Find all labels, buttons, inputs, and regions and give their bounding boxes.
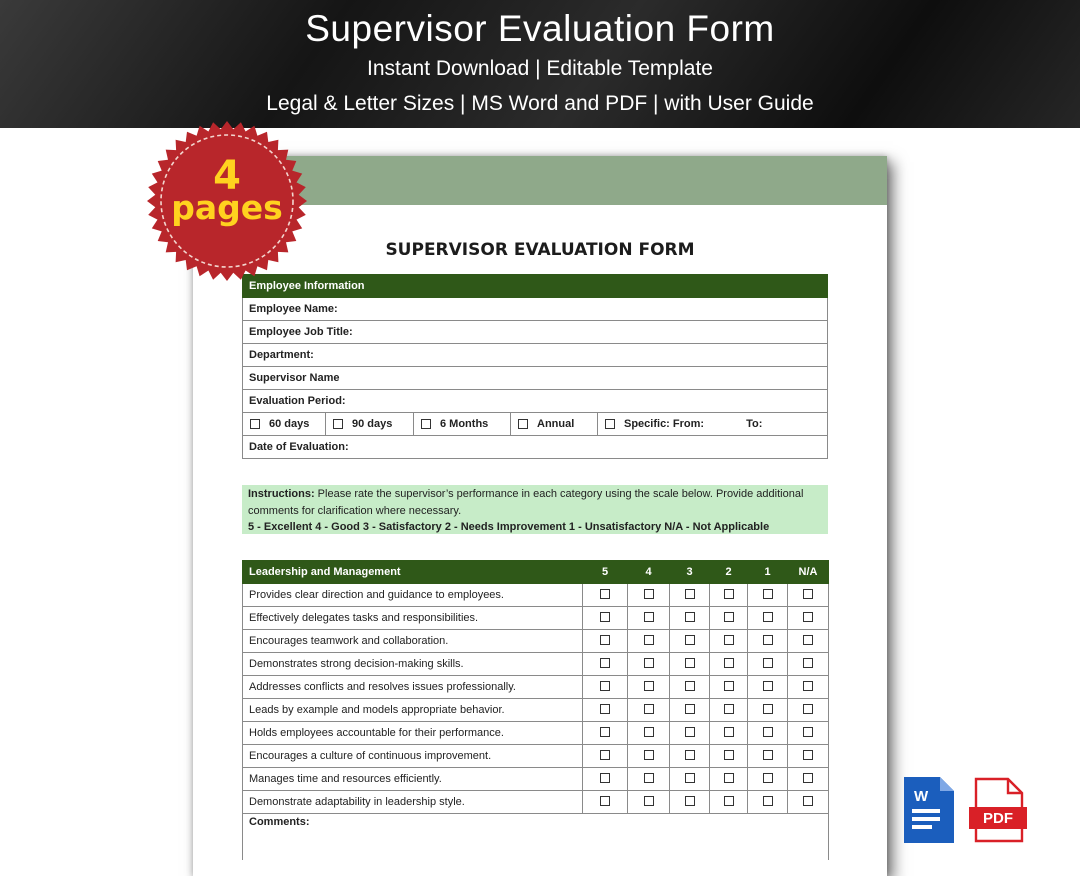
banner-title: Supervisor Evaluation Form — [305, 8, 775, 49]
rating-cell — [710, 676, 748, 699]
table-row — [243, 630, 829, 653]
rating-cell — [583, 584, 628, 607]
instructions-text: Please rate the supervisor’s performance in each category using the scale below. Provide additional comments for clarification where necessary. — [248, 488, 804, 517]
employee-name-field[interactable]: Employee Name: — [243, 298, 828, 321]
pdf-icon — [968, 777, 1030, 843]
rating-cell — [583, 699, 628, 722]
rating-col-2: 2 — [710, 561, 748, 584]
rating-checkbox[interactable] — [724, 681, 734, 691]
leadership-rating-table — [242, 560, 829, 860]
rating-checkbox[interactable] — [685, 681, 695, 691]
rating-checkbox[interactable] — [763, 796, 773, 806]
form-title: SUPERVISOR EVALUATION FORM — [385, 240, 695, 260]
rating-cell — [628, 699, 670, 722]
criterion-label: Demonstrate adaptability in leadership style. — [243, 791, 583, 814]
badge-word: pages — [171, 188, 283, 227]
criterion-label: Demonstrates strong decision-making skills. — [243, 653, 583, 676]
rating-cell — [583, 630, 628, 653]
rating-checkbox[interactable] — [803, 681, 813, 691]
rating-cell — [788, 768, 829, 791]
table-row — [243, 768, 829, 791]
rating-checkbox[interactable] — [724, 773, 734, 783]
ms-word-icon — [904, 777, 954, 843]
period-options-row — [243, 413, 828, 436]
comments-field[interactable]: Comments: — [243, 814, 829, 861]
period-option-60-days[interactable]: 60 days — [243, 413, 326, 435]
date-of-evaluation-field[interactable]: Date of Evaluation: — [243, 436, 828, 459]
rating-cell — [628, 607, 670, 630]
rating-cell — [748, 607, 788, 630]
rating-cell — [583, 768, 628, 791]
checkbox-icon[interactable] — [421, 419, 431, 429]
evaluation-period-label: Evaluation Period: — [243, 390, 828, 413]
rating-checkbox[interactable] — [763, 704, 773, 714]
rating-checkbox[interactable] — [644, 681, 654, 691]
rating-checkbox[interactable] — [685, 750, 695, 760]
rating-cell — [788, 630, 829, 653]
table-row — [243, 722, 829, 745]
word-letter: W — [914, 788, 929, 805]
department-field[interactable]: Department: — [243, 344, 828, 367]
period-option-specific[interactable]: Specific: From: To: — [598, 413, 827, 435]
rating-checkbox[interactable] — [644, 635, 654, 645]
rating-cell — [628, 584, 670, 607]
criterion-label: Addresses conflicts and resolves issues professionally. — [243, 676, 583, 699]
rating-checkbox[interactable] — [763, 658, 773, 668]
rating-col-3: 3 — [670, 561, 710, 584]
rating-checkbox[interactable] — [803, 658, 813, 668]
rating-cell — [788, 653, 829, 676]
table-row — [243, 653, 829, 676]
checkbox-icon[interactable] — [333, 419, 343, 429]
rating-cell — [788, 722, 829, 745]
employee-info-header: Employee Information — [243, 275, 828, 298]
criterion-label: Encourages teamwork and collaboration. — [243, 630, 583, 653]
rating-checkbox[interactable] — [724, 796, 734, 806]
rating-checkbox[interactable] — [803, 612, 813, 622]
rating-cell — [628, 630, 670, 653]
rating-checkbox[interactable] — [600, 612, 610, 622]
rating-checkbox[interactable] — [600, 773, 610, 783]
criterion-label: Encourages a culture of continuous improvement. — [243, 745, 583, 768]
rating-cell — [710, 607, 748, 630]
rating-cell — [628, 768, 670, 791]
rating-cell — [748, 745, 788, 768]
table-row — [243, 676, 829, 699]
rating-cell — [748, 791, 788, 814]
rating-checkbox[interactable] — [763, 750, 773, 760]
rating-cell — [628, 722, 670, 745]
rating-checkbox[interactable] — [685, 635, 695, 645]
rating-checkbox[interactable] — [644, 727, 654, 737]
supervisor-name-field[interactable]: Supervisor Name — [243, 367, 828, 390]
rating-cell — [670, 699, 710, 722]
rating-cell — [748, 630, 788, 653]
rating-checkbox[interactable] — [803, 589, 813, 599]
product-banner — [0, 0, 1080, 128]
rating-cell — [710, 722, 748, 745]
rating-cell — [748, 676, 788, 699]
rating-checkbox[interactable] — [600, 750, 610, 760]
badge-number: 4 — [213, 153, 241, 199]
rating-checkbox[interactable] — [644, 658, 654, 668]
rating-checkbox[interactable] — [644, 612, 654, 622]
rating-scale: 5 - Excellent 4 - Good 3 - Satisfactory 2 - Needs Improvement 1 - Unsatisfactory N/A - Not Applicable — [248, 521, 770, 533]
criterion-label: Provides clear direction and guidance to employees. — [243, 584, 583, 607]
table-row — [243, 699, 829, 722]
checkbox-icon[interactable] — [605, 419, 615, 429]
rating-checkbox[interactable] — [685, 589, 695, 599]
rating-cell — [670, 768, 710, 791]
table-row — [243, 791, 829, 814]
period-option-annual[interactable]: Annual — [511, 413, 598, 435]
rating-cell — [670, 676, 710, 699]
rating-cell — [583, 791, 628, 814]
rating-cell — [710, 630, 748, 653]
rating-checkbox[interactable] — [685, 773, 695, 783]
rating-cell — [670, 791, 710, 814]
rating-cell — [583, 607, 628, 630]
rating-cell — [670, 722, 710, 745]
rating-checkbox[interactable] — [644, 796, 654, 806]
rating-cell — [583, 676, 628, 699]
rating-checkbox[interactable] — [724, 589, 734, 599]
rating-checkbox[interactable] — [685, 796, 695, 806]
rating-checkbox[interactable] — [644, 704, 654, 714]
banner-subtitle-2: Legal & Letter Sizes | MS Word and PDF | with User Guide — [266, 92, 814, 115]
rating-checkbox[interactable] — [724, 750, 734, 760]
rating-cell — [710, 745, 748, 768]
rating-checkbox[interactable] — [600, 727, 610, 737]
rating-cell — [628, 745, 670, 768]
checkbox-icon[interactable] — [250, 419, 260, 429]
rating-checkbox[interactable] — [644, 750, 654, 760]
rating-checkbox[interactable] — [600, 704, 610, 714]
rating-checkbox[interactable] — [803, 635, 813, 645]
rating-checkbox[interactable] — [803, 727, 813, 737]
rating-checkbox[interactable] — [685, 727, 695, 737]
rating-checkbox[interactable] — [763, 635, 773, 645]
rating-checkbox[interactable] — [763, 589, 773, 599]
rating-checkbox[interactable] — [644, 773, 654, 783]
rating-cell — [748, 722, 788, 745]
banner-subtitle-1: Instant Download | Editable Template — [367, 57, 713, 80]
table-row — [243, 607, 829, 630]
period-option-6-months[interactable]: 6 Months — [414, 413, 511, 435]
rating-cell — [748, 699, 788, 722]
rating-checkbox[interactable] — [600, 796, 610, 806]
rating-checkbox[interactable] — [600, 635, 610, 645]
rating-checkbox[interactable] — [685, 658, 695, 668]
rating-cell — [788, 791, 829, 814]
rating-col-5: 5 — [583, 561, 628, 584]
rating-checkbox[interactable] — [763, 727, 773, 737]
rating-checkbox[interactable] — [600, 589, 610, 599]
rating-cell — [583, 745, 628, 768]
rating-cell — [788, 676, 829, 699]
rating-checkbox[interactable] — [803, 704, 813, 714]
rating-cell — [628, 676, 670, 699]
rating-cell — [628, 653, 670, 676]
rating-checkbox[interactable] — [763, 612, 773, 622]
rating-cell — [748, 653, 788, 676]
rating-cell — [788, 584, 829, 607]
rating-cell — [583, 722, 628, 745]
rating-cell — [670, 607, 710, 630]
rating-checkbox[interactable] — [803, 773, 813, 783]
rating-checkbox[interactable] — [724, 658, 734, 668]
rating-cell — [670, 584, 710, 607]
rating-checkbox[interactable] — [724, 635, 734, 645]
rating-cell — [710, 584, 748, 607]
rating-cell — [788, 745, 829, 768]
rating-checkbox[interactable] — [763, 681, 773, 691]
rating-checkbox[interactable] — [600, 658, 610, 668]
table-row — [243, 584, 829, 607]
criterion-label: Effectively delegates tasks and responsibilities. — [243, 607, 583, 630]
rating-checkbox[interactable] — [724, 704, 734, 714]
rating-cell — [710, 653, 748, 676]
rating-cell — [710, 768, 748, 791]
rating-cell — [670, 745, 710, 768]
rating-cell — [670, 653, 710, 676]
period-option-90-days[interactable]: 90 days — [326, 413, 414, 435]
rating-cell — [710, 699, 748, 722]
rating-checkbox[interactable] — [600, 681, 610, 691]
rating-checkbox[interactable] — [763, 773, 773, 783]
pdf-label: PDF — [983, 810, 1013, 827]
rating-checkbox[interactable] — [803, 796, 813, 806]
rating-col-na: N/A — [788, 561, 829, 584]
employee-info-table — [242, 274, 828, 459]
criterion-label: Leads by example and models appropriate behavior. — [243, 699, 583, 722]
rating-checkbox[interactable] — [803, 750, 813, 760]
rating-checkbox[interactable] — [685, 612, 695, 622]
rating-checkbox[interactable] — [724, 727, 734, 737]
rating-col-1: 1 — [748, 561, 788, 584]
rating-col-4: 4 — [628, 561, 670, 584]
rating-cell — [788, 607, 829, 630]
rating-cell — [670, 630, 710, 653]
rating-checkbox[interactable] — [724, 612, 734, 622]
to-label: To: — [746, 418, 763, 430]
rating-checkbox[interactable] — [685, 704, 695, 714]
table-row — [243, 745, 829, 768]
job-title-field[interactable]: Employee Job Title: — [243, 321, 828, 344]
criterion-label: Holds employees accountable for their performance. — [243, 722, 583, 745]
rating-cell — [748, 768, 788, 791]
section-header: Leadership and Management — [243, 561, 583, 584]
rating-cell — [710, 791, 748, 814]
criterion-label: Manages time and resources efficiently. — [243, 768, 583, 791]
checkbox-icon[interactable] — [518, 419, 528, 429]
rating-cell — [628, 791, 670, 814]
rating-cell — [583, 653, 628, 676]
instructions-label: Instructions: — [248, 488, 315, 500]
instructions-box — [242, 485, 828, 534]
rating-cell — [788, 699, 829, 722]
rating-checkbox[interactable] — [644, 589, 654, 599]
rating-cell — [748, 584, 788, 607]
